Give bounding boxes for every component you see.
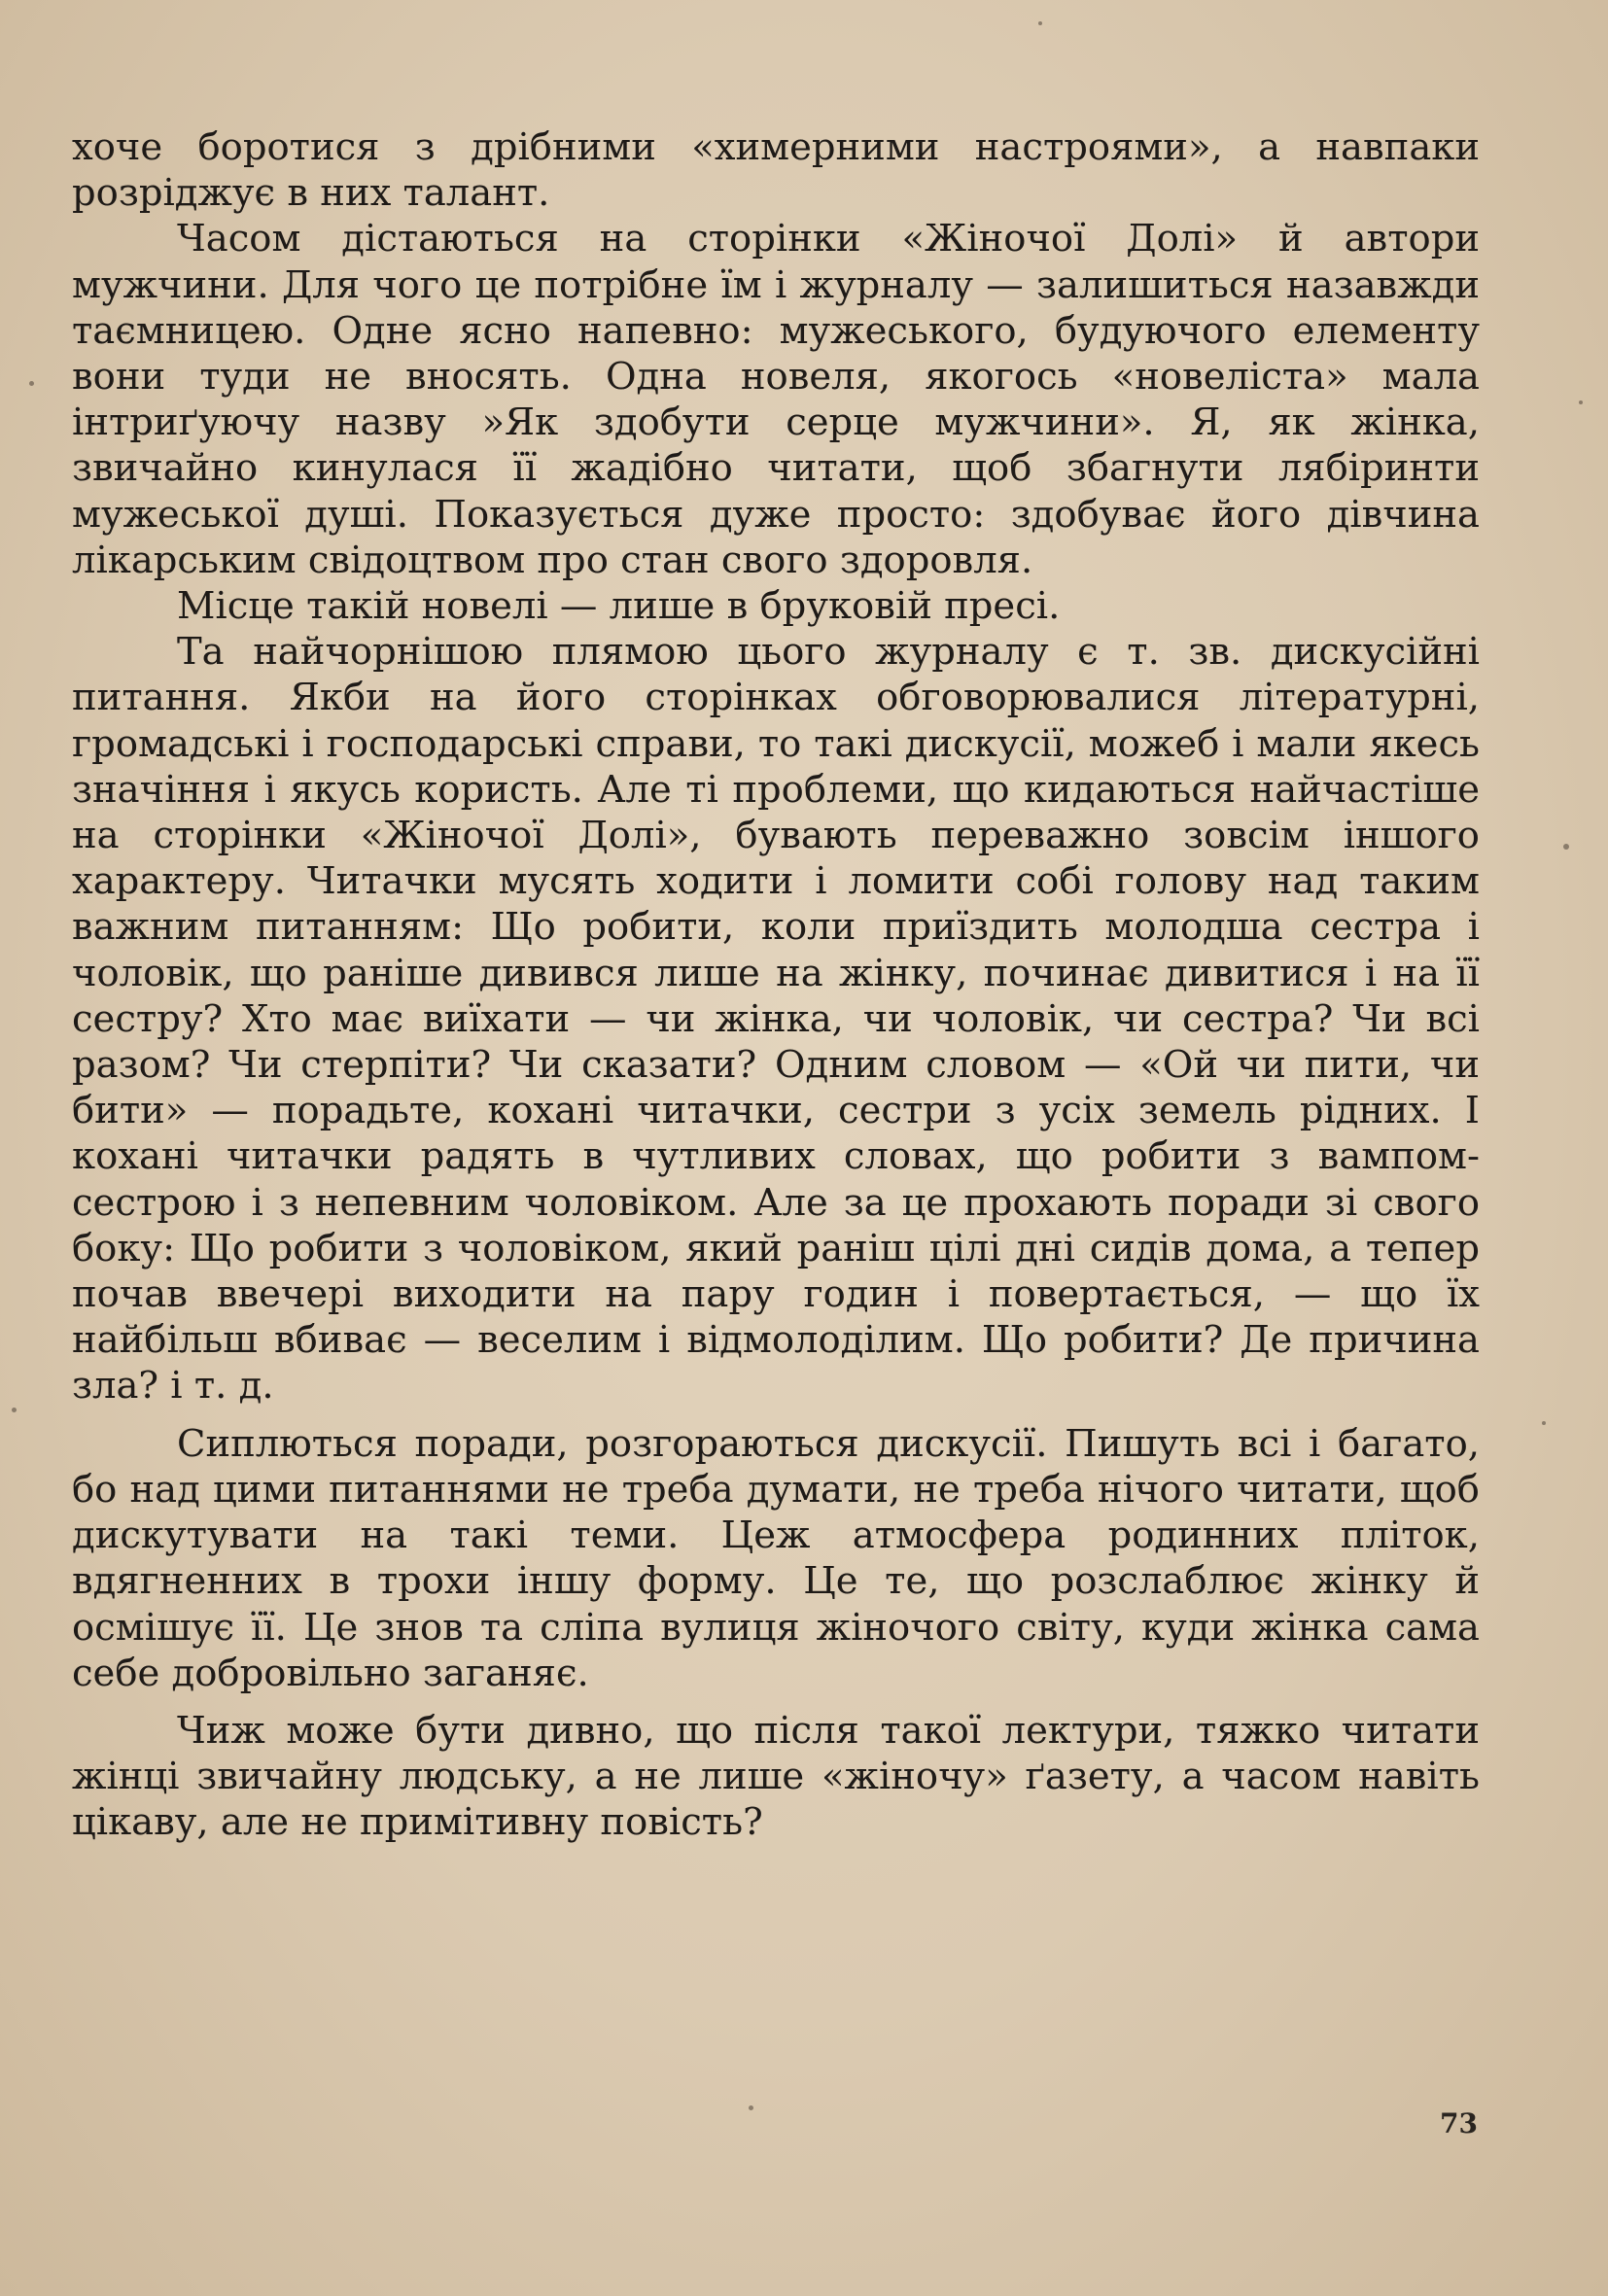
page-number: 73 xyxy=(1440,2107,1478,2139)
paragraph: Часом дістаються на сторінки «Жіночої Долі» й автори мужчини. Для чого це потрібне їм і журналу — залишиться назавжди таємницею. Одне ясно напевно: мужеського, будуючого елементу вони туди не вносять. Одна новеля, якогось «новеліста» мала інтриґуючу назву »Як здобути серце мужчини». Я, як жінка, звичайно кинулася її жадібно читати, щоб збагнути лябіринти мужеської душі. Показується дуже просто: здобуває його дівчина лікарським свідоцтвом про стан свого здоровля. xyxy=(72,217,1480,582)
paragraph: хоче боротися з дрібними «химерними настроями», а навпаки розріджує в них талант. xyxy=(72,125,1480,216)
paper-speck xyxy=(1038,21,1042,25)
paragraph: Та найчорнішою плямою цього журналу є т. зв. дискусійні питання. Якби на його сторінках обговорювалися літературні, громадські і господарські справи, то такі дискусії, можеб і мали якесь значіння і якусь користь. Але ті проблеми, що кидаються найчастіше на сторінки «Жіночої Долі», бувають переважно зовсім іншого характеру. Читачки мусять ходити і ломити собі голову над таким важним питанням: Що робити, коли приїздить молодша сестра і чоловік, що раніше дивився лише на жінку, починає дивитися і на її сестру? Хто має виїхати — чи жінка, чи чоловік, чи сестра? Чи всі разом? Чи стерпіти? Чи сказати? Одним словом — «Ой чи пити, чи бити» — порадьте, кохані читачки, сестри з усіх земель рідних. І кохані читачки радять в чутливих словах, що робити з вампом-сестрою і з непевним чоловіком. Але за це прохають поради зі свого боку: Що робити з чоловіком, який раніш цілі дні сидів дома, а тепер почав ввечері виходити на пару годин і повертається, — що їх найбільш вбиває — веселим і відмолоділим. Що робити? Де причина зла? і т. д. xyxy=(72,630,1480,1409)
paper-speck xyxy=(749,2105,753,2110)
paragraph: Сиплються поради, розгораються дискусії. Пишуть всі і багато, бо над цими питаннями не треба думати, не треба нічого читати, щоб дискутувати на такі теми. Цеж атмосфера родинних пліток, вдягненних в трохи іншу форму. Це те, що розслаблює жінку й осмішує її. Це знов та сліпа вулиця жіночого світу, куди жінка сама себе добровільно заганяє. xyxy=(72,1421,1480,1695)
paragraph: Місце такій новелі — лише в бруковій пресі. xyxy=(177,584,1061,629)
paragraph: Чиж може бути дивно, що після такої лектури, тяжко читати жінці звичайну людську, а не лише «жіночу» ґазету, а часом навіть цікаву, але не примітивну повість? xyxy=(72,1708,1480,1845)
paper-speck xyxy=(1579,400,1583,404)
paper-speck xyxy=(12,1408,17,1412)
body-text xyxy=(72,124,1480,1846)
paper-speck xyxy=(1542,1421,1546,1425)
paper-speck xyxy=(29,381,34,386)
paper-speck xyxy=(1563,844,1569,850)
